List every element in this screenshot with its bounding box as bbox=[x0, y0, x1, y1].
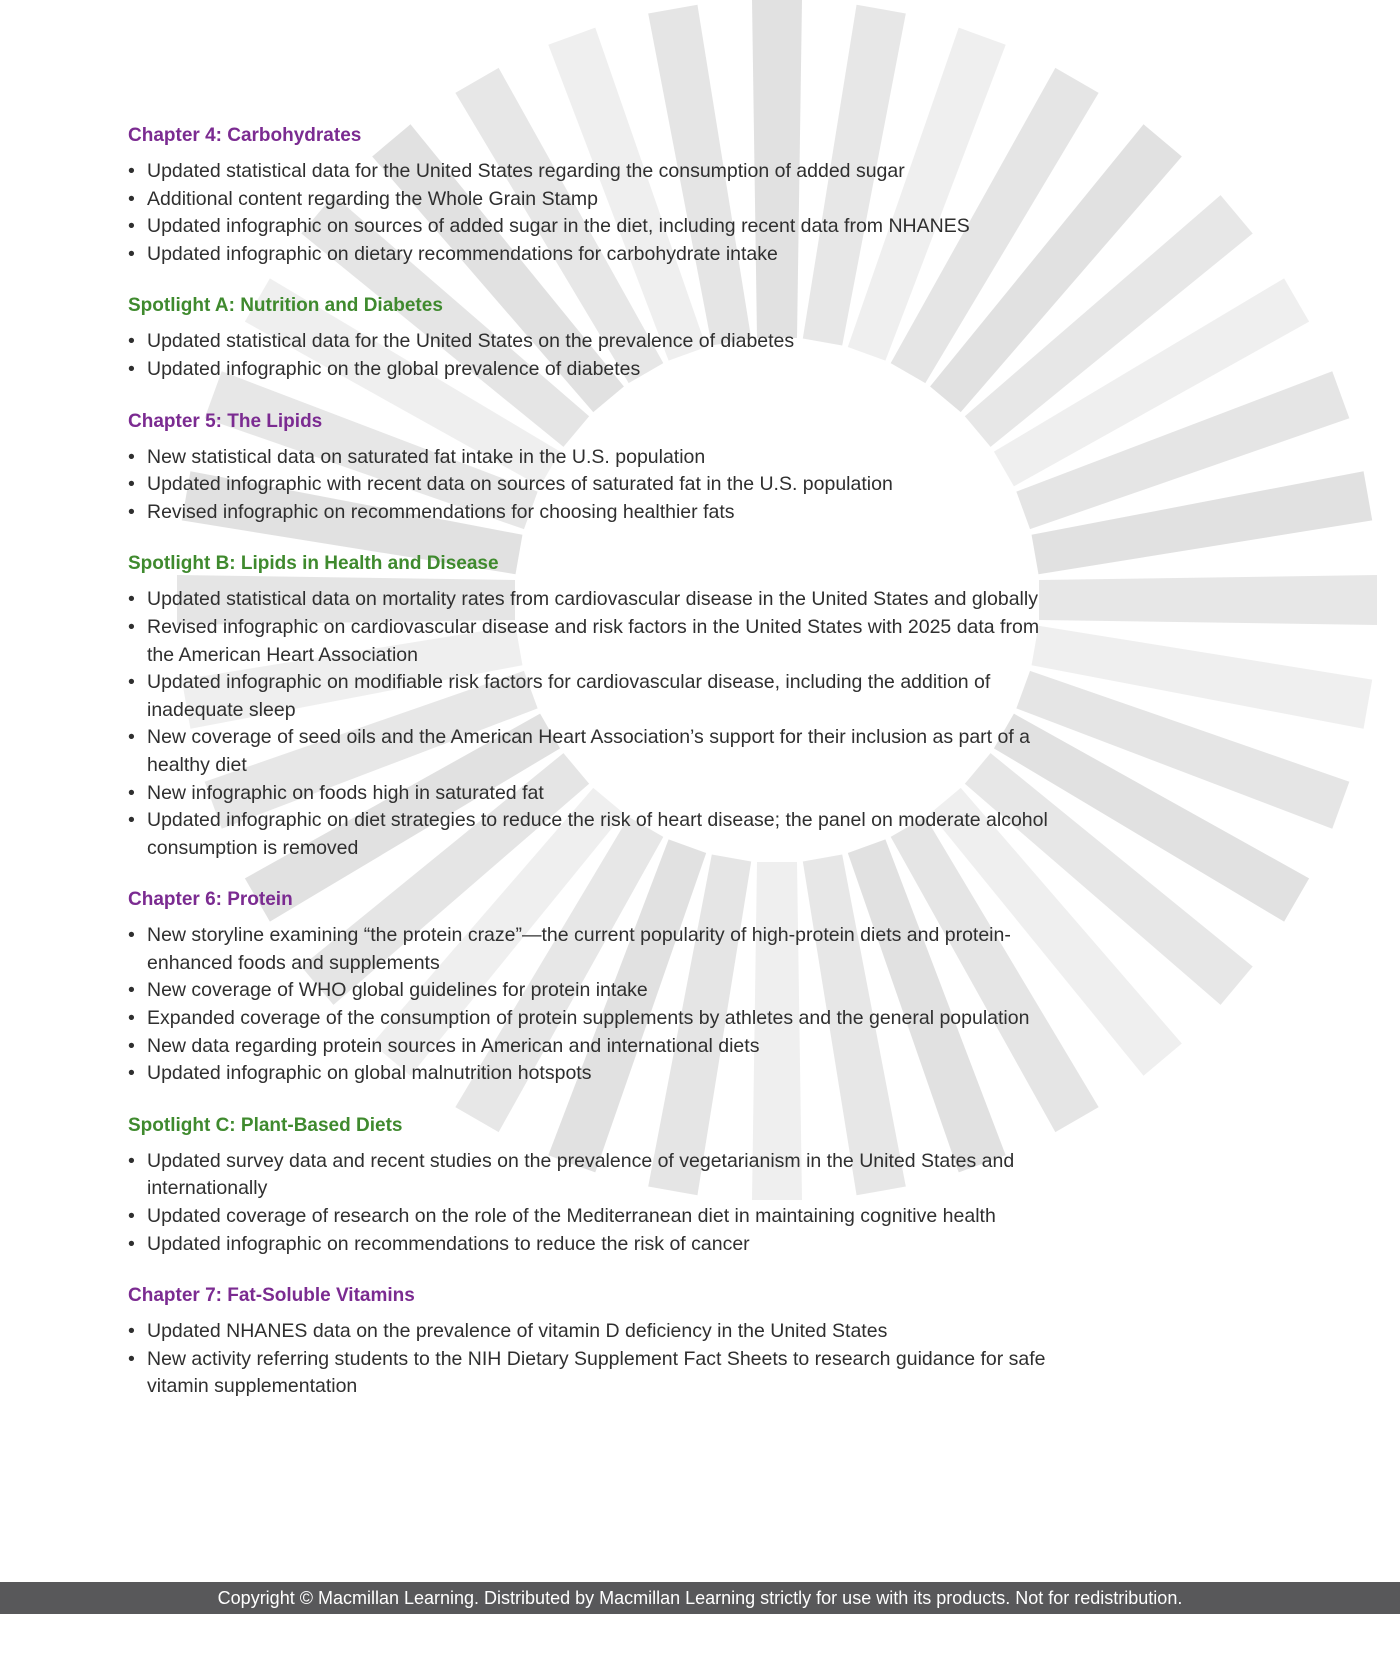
section-chapter bbox=[128, 888, 1048, 1088]
section-spotlight bbox=[128, 552, 1048, 862]
spotlight-heading: Spotlight A: Nutrition and Diabetes bbox=[128, 295, 443, 317]
list-item: • Updated NHANES data on the prevalence of vitamin D deficiency in the United States bbox=[128, 1318, 1048, 1346]
list-item: • Updated infographic on dietary recommendations for carbohydrate intake bbox=[128, 241, 1048, 269]
chapter-heading: Chapter 7: Fat-Soluble Vitamins bbox=[128, 1285, 415, 1307]
spotlight-heading: Spotlight C: Plant-Based Diets bbox=[128, 1114, 403, 1136]
list-item: • Revised infographic on recommendations for choosing healthier fats bbox=[128, 499, 1048, 527]
bullet-list bbox=[128, 1148, 1048, 1258]
list-item: • Updated statistical data for the United States on the prevalence of diabetes bbox=[128, 328, 1048, 356]
copyright-footer bbox=[0, 1582, 1400, 1614]
content-area bbox=[128, 124, 1048, 1427]
list-item: • Updated statistical data on mortality rates from cardiovascular disease in the United States and globally bbox=[128, 586, 1048, 614]
section-spotlight bbox=[128, 294, 1048, 383]
section-chapter bbox=[128, 1284, 1048, 1401]
list-item: • Updated coverage of research on the role of the Mediterranean diet in maintaining cognitive health bbox=[128, 1203, 1048, 1231]
copyright-text: Copyright © Macmillan Learning. Distributed by Macmillan Learning strictly for use with its products. Not for redistribution. bbox=[217, 1588, 1183, 1608]
list-item: • New coverage of seed oils and the American Heart Association’s support for their inclusion as part of a healthy diet bbox=[128, 724, 1048, 779]
list-item: • Expanded coverage of the consumption of protein supplements by athletes and the general population bbox=[128, 1005, 1048, 1033]
section-chapter bbox=[128, 410, 1048, 527]
list-item: • Updated infographic on diet strategies to reduce the risk of heart disease; the panel on moderate alcohol consumption is removed bbox=[128, 807, 1048, 862]
list-item: • New statistical data on saturated fat intake in the U.S. population bbox=[128, 444, 1048, 472]
bullet-list bbox=[128, 586, 1048, 862]
bullet-list bbox=[128, 158, 1048, 268]
list-item: • Updated infographic on modifiable risk factors for cardiovascular disease, including the addition of inadequate sleep bbox=[128, 669, 1048, 724]
list-item: • Updated statistical data for the United States regarding the consumption of added sugar bbox=[128, 158, 1048, 186]
bullet-list bbox=[128, 1318, 1048, 1401]
chapter-heading: Chapter 5: The Lipids bbox=[128, 410, 323, 432]
list-item: • New data regarding protein sources in American and international diets bbox=[128, 1033, 1048, 1061]
list-item: • Updated survey data and recent studies on the prevalence of vegetarianism in the United States and internationally bbox=[128, 1148, 1048, 1203]
list-item: • New storyline examining “the protein craze”—the current popularity of high-protein diets and protein-enhanced foods and supplements bbox=[128, 922, 1048, 977]
list-item: • Updated infographic on recommendations to reduce the risk of cancer bbox=[128, 1231, 1048, 1259]
chapter-heading: Chapter 4: Carbohydrates bbox=[128, 125, 362, 146]
section-chapter bbox=[128, 124, 1048, 268]
section-spotlight bbox=[128, 1114, 1048, 1258]
list-item: • Revised infographic on cardiovascular disease and risk factors in the United States with 2025 data from the American Heart Association bbox=[128, 614, 1048, 669]
bullet-list bbox=[128, 328, 1048, 383]
list-item: • Updated infographic on global malnutrition hotspots bbox=[128, 1060, 1048, 1088]
list-item: • Updated infographic on sources of added sugar in the diet, including recent data from NHANES bbox=[128, 213, 1048, 241]
spotlight-heading: Spotlight B: Lipids in Health and Disease bbox=[128, 553, 499, 575]
bullet-list bbox=[128, 444, 1048, 527]
chapter-heading: Chapter 6: Protein bbox=[128, 889, 293, 911]
bullet-list bbox=[128, 922, 1048, 1088]
sunburst-ray bbox=[1039, 575, 1377, 625]
list-item: • New coverage of WHO global guidelines for protein intake bbox=[128, 977, 1048, 1005]
list-item: • New activity referring students to the NIH Dietary Supplement Fact Sheets to research guidance for safe vitamin supplementation bbox=[128, 1346, 1048, 1401]
list-item: • Updated infographic with recent data on sources of saturated fat in the U.S. population bbox=[128, 471, 1048, 499]
list-item: • New infographic on foods high in saturated fat bbox=[128, 780, 1048, 808]
list-item: • Updated infographic on the global prevalence of diabetes bbox=[128, 356, 1048, 384]
list-item: • Additional content regarding the Whole Grain Stamp bbox=[128, 186, 1048, 214]
